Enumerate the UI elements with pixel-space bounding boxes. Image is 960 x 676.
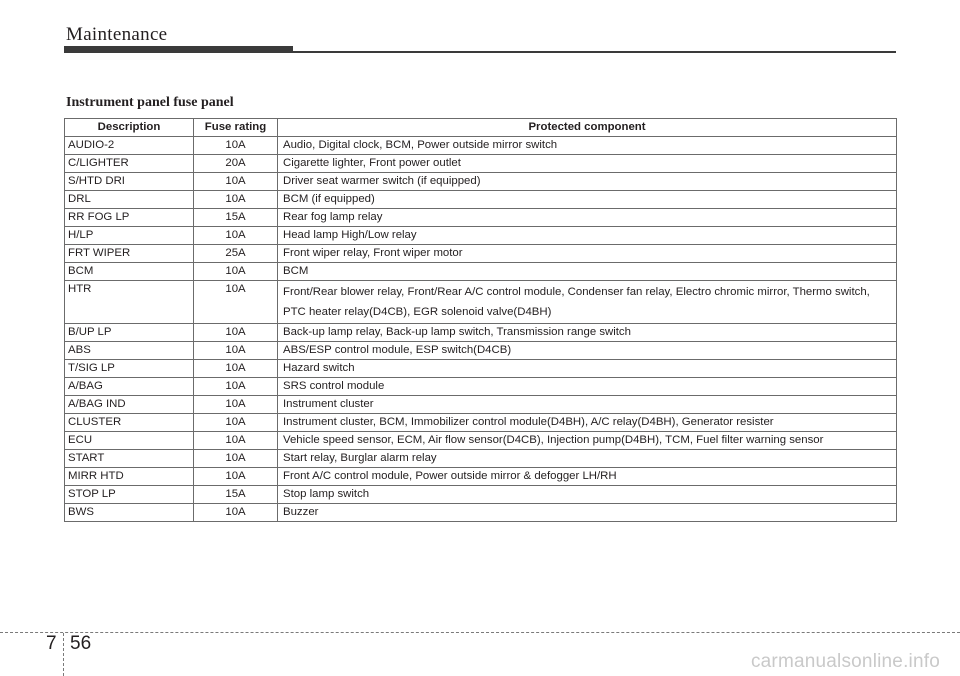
fuse-rating-cell: 10A — [194, 450, 278, 468]
table-row — [65, 432, 897, 450]
footer-dashed-divider — [63, 633, 64, 676]
fuse-description-cell: START — [65, 450, 194, 468]
fuse-rating-cell: 25A — [194, 245, 278, 263]
protected-component-cell: Front wiper relay, Front wiper motor — [278, 245, 897, 263]
header-rule-thin — [293, 51, 896, 53]
table-row — [65, 414, 897, 432]
table-row — [65, 342, 897, 360]
fuse-rating-cell: 15A — [194, 209, 278, 227]
table-row — [65, 468, 897, 486]
table-row — [65, 155, 897, 173]
protected-component-cell: Front A/C control module, Power outside mirror & defogger LH/RH — [278, 468, 897, 486]
section-heading: Instrument panel fuse panel — [66, 95, 234, 110]
watermark: carmanualsonline.info — [750, 651, 940, 672]
table-row — [65, 324, 897, 342]
fuse-rating-cell: 15A — [194, 486, 278, 504]
fuse-description-cell: ECU — [65, 432, 194, 450]
fuse-rating-cell: 10A — [194, 263, 278, 281]
fuse-rating-cell: 10A — [194, 414, 278, 432]
fuse-description-cell: HTR — [65, 281, 194, 324]
protected-component-cell: Stop lamp switch — [278, 486, 897, 504]
fuse-description-cell: ABS — [65, 342, 194, 360]
chapter-number: 7 — [46, 633, 57, 654]
table-row — [65, 281, 897, 324]
table-row — [65, 360, 897, 378]
table-row — [65, 486, 897, 504]
table-row — [65, 173, 897, 191]
fuse-rating-cell: 10A — [194, 342, 278, 360]
fuse-rating-cell: 10A — [194, 191, 278, 209]
protected-component-cell: ABS/ESP control module, ESP switch(D4CB) — [278, 342, 897, 360]
table-row — [65, 450, 897, 468]
protected-component-cell: Instrument cluster — [278, 396, 897, 414]
fuse-rating-cell: 10A — [194, 378, 278, 396]
fuse-rating-cell: 10A — [194, 504, 278, 522]
fuse-rating-cell: 20A — [194, 155, 278, 173]
header-rule-thick — [64, 46, 293, 53]
protected-component-cell: Back-up lamp relay, Back-up lamp switch, Transmission range switch — [278, 324, 897, 342]
protected-component-cell: SRS control module — [278, 378, 897, 396]
protected-component-cell: Start relay, Burglar alarm relay — [278, 450, 897, 468]
protected-component-cell: BCM (if equipped) — [278, 191, 897, 209]
protected-component-cell: Buzzer — [278, 504, 897, 522]
protected-component-cell: Driver seat warmer switch (if equipped) — [278, 173, 897, 191]
fuse-description-cell: A/BAG — [65, 378, 194, 396]
fuse-rating-cell: 10A — [194, 324, 278, 342]
table-row — [65, 263, 897, 281]
protected-component-cell: Instrument cluster, BCM, Immobilizer control module(D4BH), A/C relay(D4BH), Generator resister — [278, 414, 897, 432]
fuse-rating-cell: 10A — [194, 281, 278, 324]
table-row — [65, 396, 897, 414]
fuse-description-cell: STOP LP — [65, 486, 194, 504]
column-header-fuse-rating: Fuse rating — [194, 119, 278, 137]
footer-dashed-rule — [0, 632, 960, 633]
table-row — [65, 245, 897, 263]
fuse-description-cell: CLUSTER — [65, 414, 194, 432]
page-number: 56 — [70, 633, 92, 654]
fuse-description-cell: AUDIO-2 — [65, 137, 194, 155]
protected-component-cell: Head lamp High/Low relay — [278, 227, 897, 245]
fuse-description-cell: A/BAG IND — [65, 396, 194, 414]
fuse-rating-cell: 10A — [194, 137, 278, 155]
protected-component-cell: Hazard switch — [278, 360, 897, 378]
fuse-rating-cell: 10A — [194, 360, 278, 378]
fuse-description-cell: DRL — [65, 191, 194, 209]
table-header-row — [65, 119, 897, 137]
fuse-table-body — [65, 137, 897, 522]
column-header-protected-component: Protected component — [278, 119, 897, 137]
fuse-rating-cell: 10A — [194, 396, 278, 414]
fuse-description-cell: MIRR HTD — [65, 468, 194, 486]
table-row — [65, 378, 897, 396]
chapter-title: Maintenance — [66, 24, 168, 45]
table-row — [65, 504, 897, 522]
table-row — [65, 191, 897, 209]
table-row — [65, 209, 897, 227]
protected-component-cell: Cigarette lighter, Front power outlet — [278, 155, 897, 173]
protected-component-cell: Audio, Digital clock, BCM, Power outside mirror switch — [278, 137, 897, 155]
fuse-description-cell: S/HTD DRI — [65, 173, 194, 191]
fuse-description-cell: H/LP — [65, 227, 194, 245]
fuse-description-cell: BCM — [65, 263, 194, 281]
fuse-rating-cell: 10A — [194, 173, 278, 191]
table-row — [65, 137, 897, 155]
fuse-rating-cell: 10A — [194, 468, 278, 486]
fuse-description-cell: B/UP LP — [65, 324, 194, 342]
fuse-description-cell: C/LIGHTER — [65, 155, 194, 173]
column-header-description: Description — [65, 119, 194, 137]
fuse-description-cell: T/SIG LP — [65, 360, 194, 378]
protected-component-cell: Rear fog lamp relay — [278, 209, 897, 227]
fuse-description-cell: RR FOG LP — [65, 209, 194, 227]
protected-component-cell: BCM — [278, 263, 897, 281]
protected-component-cell: Vehicle speed sensor, ECM, Air flow sensor(D4CB), Injection pump(D4BH), TCM, Fuel filter warning sensor — [278, 432, 897, 450]
fuse-table — [64, 118, 897, 522]
fuse-description-cell: BWS — [65, 504, 194, 522]
protected-component-cell: Front/Rear blower relay, Front/Rear A/C control module, Condenser fan relay, Electro chromic mirror, Thermo switch, PTC heater relay(D4CB), EGR solenoid valve(D4BH) — [278, 281, 897, 324]
fuse-description-cell: FRT WIPER — [65, 245, 194, 263]
fuse-rating-cell: 10A — [194, 432, 278, 450]
fuse-rating-cell: 10A — [194, 227, 278, 245]
table-row — [65, 227, 897, 245]
